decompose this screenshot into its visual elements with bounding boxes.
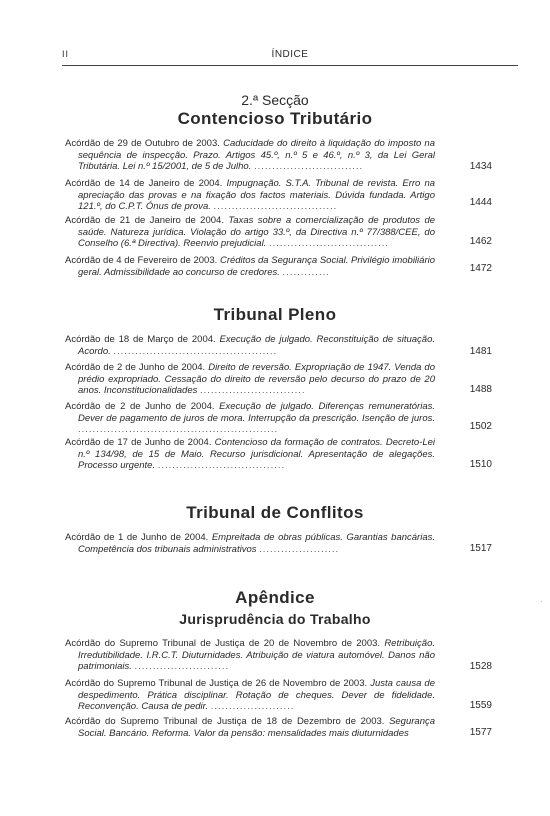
page-number: II xyxy=(62,49,70,59)
entry-page: 1434 xyxy=(469,161,492,172)
section-title: Tribunal de Conflitos xyxy=(186,503,364,522)
entry-page: 1472 xyxy=(469,263,492,274)
section-title: Contencioso Tributário xyxy=(177,109,373,128)
entry-page: 1462 xyxy=(469,236,492,247)
entry-page: 1481 xyxy=(469,346,492,357)
section-subtitle: 2.ª Secção xyxy=(241,92,309,108)
margin-mark: · xyxy=(540,596,543,606)
entry-page: 1528 xyxy=(469,661,492,672)
index-entry: Acórdão de 21 de Janeiro de 2004. Taxas sobre a comercialização de produtos de saúde. Natureza jurídica. Violação do artigo 33.º, da Directiva n.º 77/388/CEE, do Conselho (6.ª Directiva). Reenvio prejudicial. ................................. xyxy=(65,215,436,250)
index-entry: Acórdão do Supremo Tribunal de Justiça de 18 de Dezembro de 2003. Segurança Social. Bancário. Reforma. Valor da pensão: mensalidades mais diuturnidades xyxy=(65,716,436,739)
index-entry: Acórdão do Supremo Tribunal de Justiça de 20 de Novembro de 2003. Retribuição. Irredutibilidade. I.R.C.T. Diuturnidades. Atribuição de viatura automóvel. Danos não patrimoniais. .......................... xyxy=(65,638,436,673)
index-entry: Acórdão de 17 de Junho de 2004. Contencioso da formação de contratos. Decreto-Lei n.º 134/98, de 15 de Maio. Recurso jurisdicional. Apresentação de alegações. Processo urgente. ................................... xyxy=(65,437,435,472)
index-entry: Acórdão de 29 de Outubro de 2003. Caducidade do direito à liquidação do imposto na sequência de inspecção. Prazo. Artigos 45.º, n.º 5 e 46.º, n.º 3, da Lei Geral Tributária. Lei n.º 15/2001, de 5 de Julho. .............................. xyxy=(65,138,436,173)
running-header xyxy=(62,49,518,66)
entry-page: 1577 xyxy=(469,727,492,738)
index-entry: Acórdão de 18 de Março de 2004. Execução de julgado. Reconstituição de situação. Acordo. ............................................. xyxy=(65,334,435,357)
index-entry: Acórdão de 4 de Fevereiro de 2003. Créditos da Segurança Social. Privilégio imobiliário geral. Admissibilidade ao concurso de credores. ............. xyxy=(65,255,435,278)
index-entry: Acórdão de 14 de Janeiro de 2004. Impugnação. S.T.A. Tribunal de revista. Erro na apreciação das provas e na fixação dos factos materiais. Dúvida fundada. Artigo 121.º, do C.P.T. Ónus de prova. .................................. xyxy=(65,178,436,213)
section-title: Tribunal Pleno xyxy=(213,305,337,324)
index-entry: Acórdão de 2 de Junho de 2004. Direito de reversão. Expropriação de 1947. Venda do prédio expropriado. Cessação do direito de reversão pelo decurso do prazo de 20 anos. Inconstitucionalidades ............................. xyxy=(65,362,435,397)
index-entry: Acórdão de 1 de Junho de 2004. Empreitada de obras públicas. Garantias bancárias. Competência dos tribunais administrativos ...................... xyxy=(65,532,435,555)
entry-page: 1488 xyxy=(469,384,492,395)
entry-page: 1510 xyxy=(469,459,492,470)
section-subtitle: Jurisprudência do Trabalho xyxy=(179,611,371,627)
index-entry: Acórdão de 2 de Junho de 2004. Execução de julgado. Diferenças remuneratórias. Dever de pagamento de juros de mora. Interrupção da prescrição. Isenção de juros. ....................................................... xyxy=(65,401,435,436)
entry-page: 1502 xyxy=(469,421,492,432)
entry-page: 1517 xyxy=(469,543,492,554)
header-title: ÍNDICE xyxy=(271,49,309,60)
entry-page: 1559 xyxy=(469,700,492,711)
index-entry: Acórdão do Supremo Tribunal de Justiça de 26 de Novembro de 2003. Justa causa de despedimento. Prática disciplinar. Rotação de cheques. Dever de fidelidade. Reconvenção. Causa de pedir. ....................... xyxy=(65,678,435,713)
entry-page: 1444 xyxy=(469,197,492,208)
section-title: Apêndice xyxy=(235,588,315,607)
